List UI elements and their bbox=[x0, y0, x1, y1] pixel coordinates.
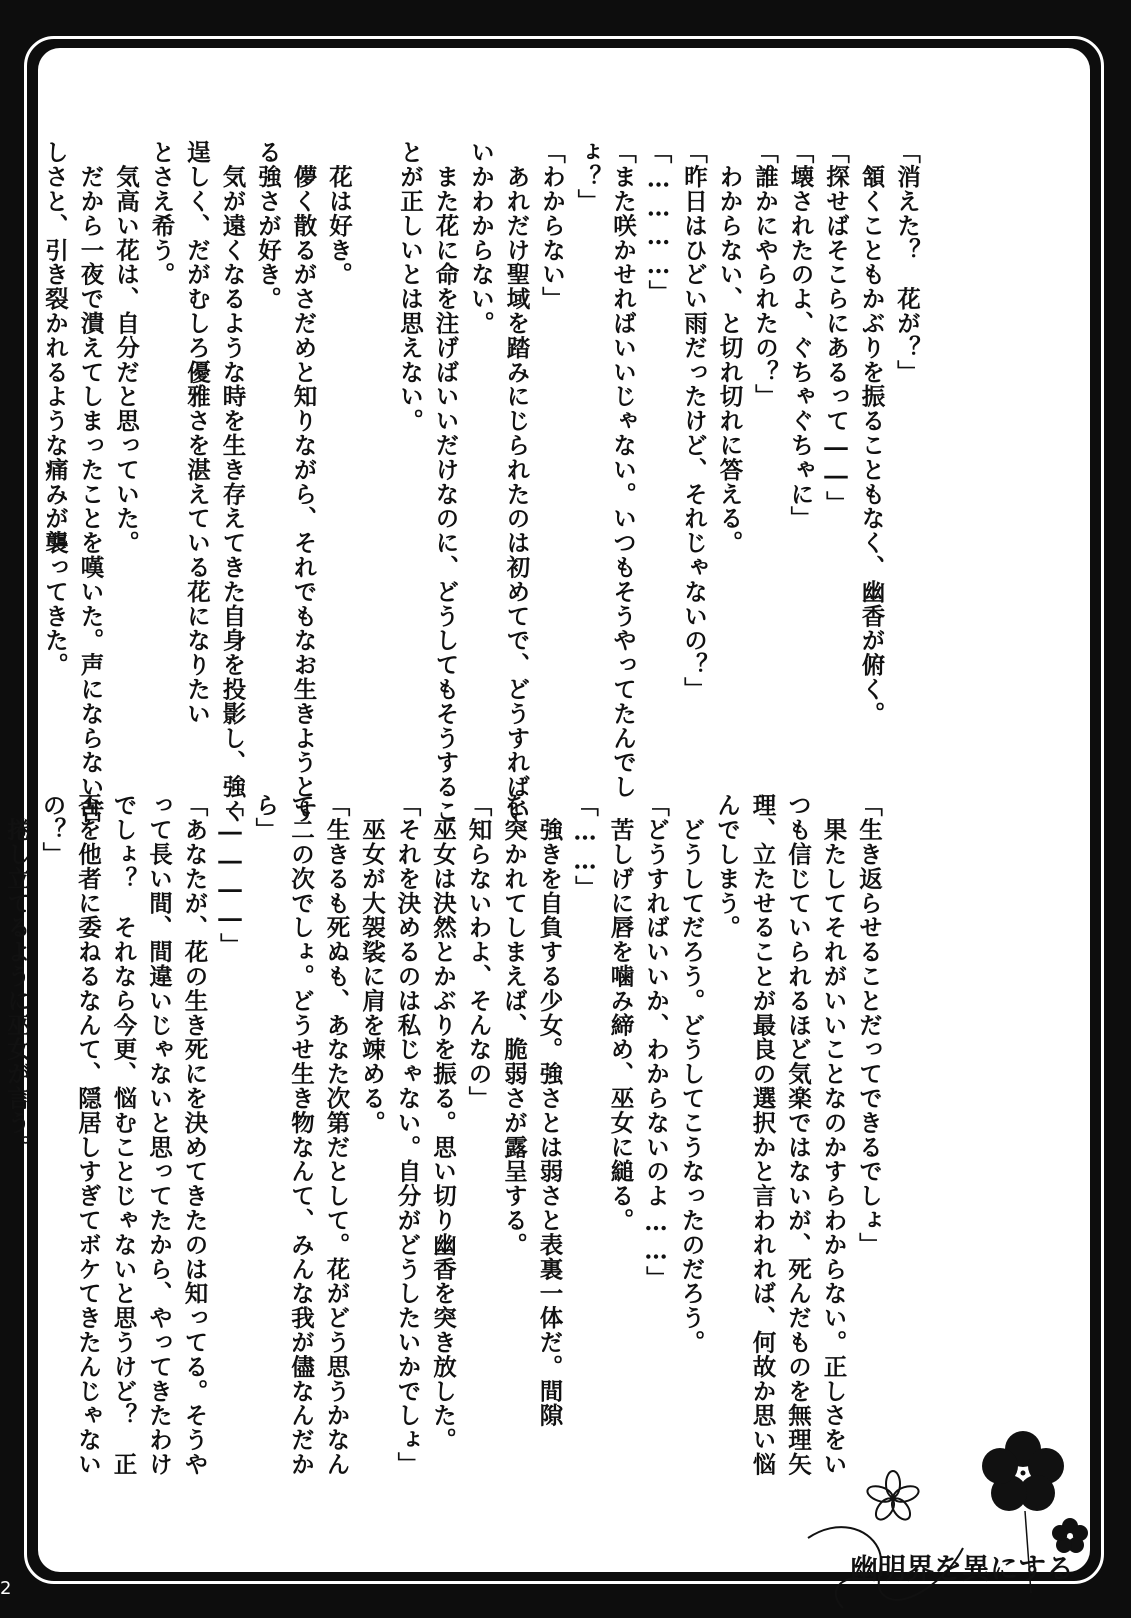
page bbox=[3, 48, 1090, 1585]
text-line: どうしてだろう。どうしてこうなったのだろう。 bbox=[677, 793, 706, 1355]
text-line: 捲し立てるように巫女が言う。 bbox=[3, 793, 31, 1159]
text-line: しさと、引き裂かれるような痛みが襲ってきた。 bbox=[41, 140, 69, 677]
text-block-top bbox=[37, 140, 925, 824]
text-line: 気が遠くなるような時を生き存えてきた自身を投影し、強く bbox=[218, 140, 247, 824]
page-number: 2 bbox=[0, 1578, 12, 1599]
small-flower-icon bbox=[865, 1471, 920, 1523]
text-line: また花に命を注げばいいだけなのに、どうしてもそうするこ bbox=[431, 140, 460, 824]
text-line: 「どうすればいいか、わからないのよ……」 bbox=[642, 793, 670, 1290]
text-line: 「生き返らせることだってできるでしょ」 bbox=[855, 793, 883, 1257]
text-line: とが正しいとは思えない。 bbox=[396, 140, 424, 433]
text-line: 「壊されたのよ、ぐちゃぐちゃに」 bbox=[786, 140, 815, 531]
book-title: 幽明界を異にする bbox=[850, 1552, 1075, 1585]
text-line: つも信じていられるほど気楽ではないが、死んだものを無理矢 bbox=[784, 793, 812, 1477]
text-line: って長い間、間違いじゃないと思ってたから、やってきたわけ bbox=[145, 793, 173, 1477]
text-line: 強きを自負する少女。強さとは弱さと表裏一体だ。間隙 bbox=[535, 793, 564, 1428]
text-line: とさえ希う。 bbox=[147, 140, 176, 287]
text-line: 「あなたが、花の生き死にを決めてきたのは知ってる。そうや bbox=[180, 793, 209, 1477]
text-line: 「誰かにやられたの？」 bbox=[751, 140, 779, 409]
text-line: 「…………」 bbox=[644, 140, 673, 305]
text-line: んでしまう。 bbox=[713, 793, 741, 940]
text-line: わからない、と切れ切れに答える。 bbox=[715, 140, 744, 555]
text-line: 巫女は決然とかぶりを振る。思い切り幽香を突き放した。 bbox=[429, 793, 457, 1452]
text-line: 「消えた？ 花が？」 bbox=[893, 140, 921, 384]
text-line: る強さが好き。 bbox=[254, 140, 282, 311]
text-line: 「それを決めるのは私じゃない。自分がどうしたいかでしょ」 bbox=[393, 793, 422, 1477]
text-line: ら」 bbox=[251, 793, 280, 842]
text-line: 「生きるも死ぬも、あなた次第だとして。花がどう思うかなん bbox=[322, 793, 351, 1477]
text-line bbox=[356, 140, 392, 780]
text-line: いかわからない。 bbox=[467, 140, 495, 336]
text-line: ょ？」 bbox=[573, 140, 602, 214]
text-line: 「昨日はひどい雨だったけど、それじゃないの？」 bbox=[680, 140, 708, 702]
text-line: 「探せばそこらにあるって――」 bbox=[822, 140, 850, 515]
text-line: 「……」 bbox=[571, 793, 599, 900]
text-line: 気高い花は、自分だと思っていた。 bbox=[112, 140, 140, 555]
text-line: 儚く散るがさだめと知りながら、それでもなお生きようとす bbox=[289, 140, 318, 824]
text-line: でしょ？ それなら今更、悩むことじゃないと思うけど？ 正 bbox=[109, 793, 138, 1477]
text-line: 頷くこともかぶりを振ることもなく、幽香が俯く。 bbox=[857, 140, 886, 726]
text-line: 「――――」 bbox=[216, 793, 244, 958]
text-line: の？」 bbox=[38, 793, 67, 867]
text-line: 果たしてそれがいいことなのかすらわからない。正しさをい bbox=[819, 793, 848, 1477]
text-line: て二の次でしょ。どうせ生き物なんて、みんな我が儘なんだか bbox=[287, 793, 315, 1477]
text-line: だから一夜で潰えてしまったことを嘆いた。声にならない苦 bbox=[76, 140, 105, 824]
tiny-flower-icon bbox=[1052, 1518, 1088, 1553]
text-line: 「また咲かせればいいじゃない。いつもそうやってたんでし bbox=[609, 140, 637, 799]
text-line: 否を他者に委ねるなんて、隠居しすぎてボケてきたんじゃない bbox=[74, 793, 102, 1477]
text-line: あれだけ聖域を踏みにじられたのは初めてで、どうすればい bbox=[502, 140, 531, 824]
text-line: を突かれてしまえば、脆弱さが露呈する。 bbox=[500, 793, 528, 1257]
text-line: 「わからない」 bbox=[538, 140, 566, 311]
flower-decoration bbox=[798, 1428, 1098, 1618]
text-line: 巫女が大袈裟に肩を竦める。 bbox=[358, 793, 386, 1135]
text-line: 「知らないわよ、そんなの」 bbox=[464, 793, 493, 1111]
text-line: 苦しげに唇を噛み締め、巫女に縋る。 bbox=[606, 793, 635, 1233]
text-line: 理、立たせることが最良の選択かと言われれば、何故か思い悩 bbox=[748, 793, 777, 1477]
text-line: 花は好き。 bbox=[325, 140, 353, 287]
text-line: 逞しく、だがむしろ優雅さを湛えている花になりたい bbox=[183, 140, 211, 726]
text-block-bottom bbox=[0, 793, 886, 1477]
